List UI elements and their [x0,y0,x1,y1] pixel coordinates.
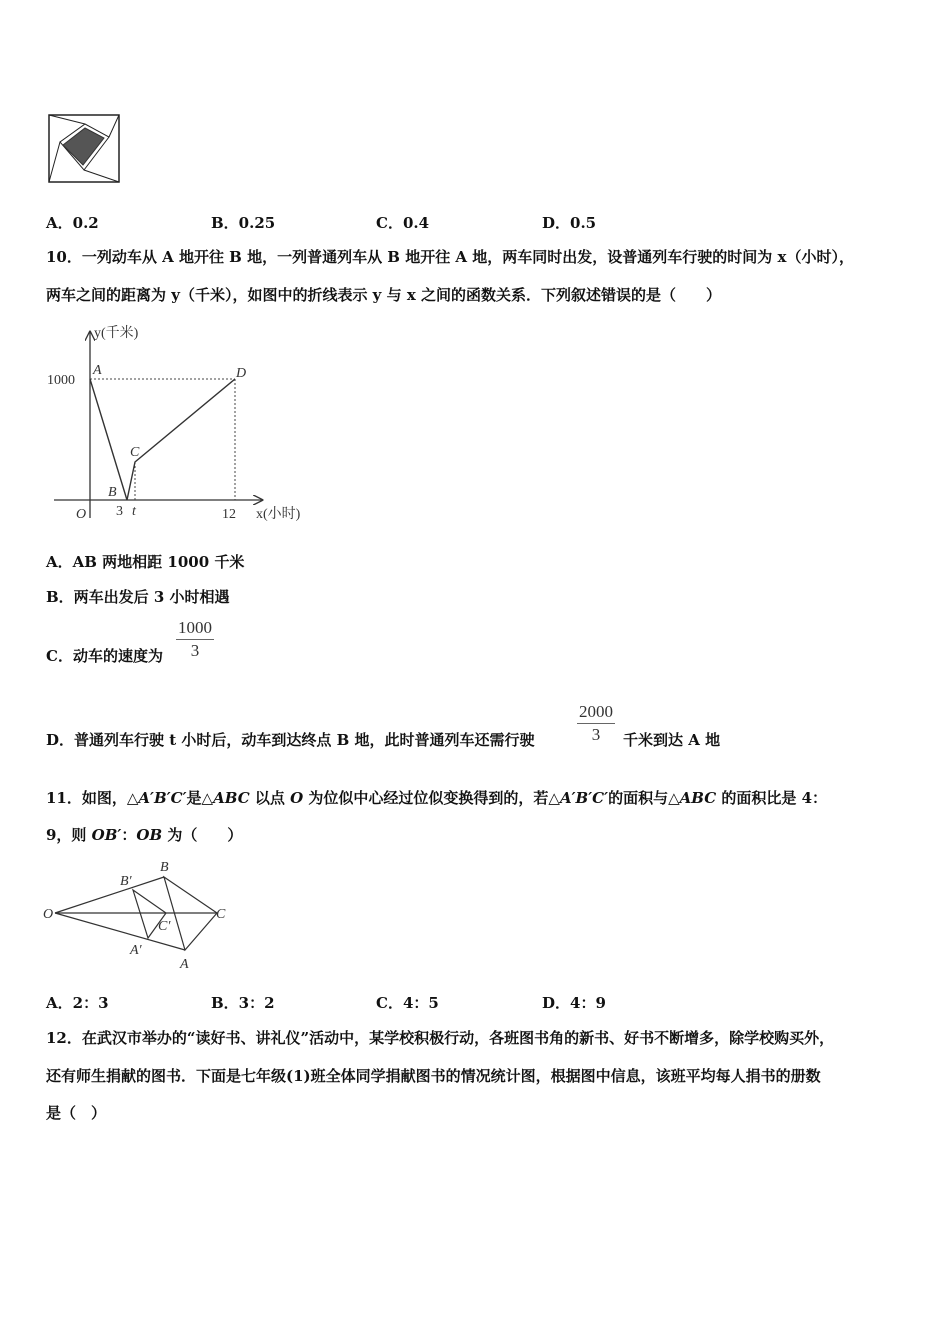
q11-option-d[interactable]: D．4：9 [542,994,606,1012]
q11-stem-line1: 11．如图，△A′B′C′是△ABC 以点 O 为位似中心经过位似变换得到的，若△A′B′C′的面积与△ABC 的面积比是 4： [46,789,828,807]
function-polyline [90,379,235,500]
y-axis-label: y(千米) [94,326,139,341]
q10-option-c[interactable] [46,645,163,666]
y-tick-1000: 1000 [47,373,75,388]
q10-stem-line1: 10．一列动车从 A 地开往 B 地，一列普通列车从 B 地开往 A 地，两车同时出发，设普通列车行驶的时间为 x（小时）， [46,248,854,266]
fraction-denominator: 3 [591,725,601,744]
origin-label: O [76,507,87,522]
q9-option-d[interactable]: D．0.5 [542,214,597,232]
q10-option-d-fraction [577,702,615,745]
q10-option-d-text: D．普通列车行驶 t 小时后，动车到达终点 B 地，此时普通列车还需行驶 [46,731,535,749]
fraction-numerator: 1000 [176,618,214,640]
point-b-prime-label: B′ [120,874,132,889]
point-b-label: B [160,860,169,875]
point-a-label: A [180,957,189,972]
q12-stem-line1: 12．在武汉市举办的“读好书、讲礼仪”活动中，某学校积极行动，各班图书角的新书、好书不断增多，除学校购买外， [46,1029,835,1047]
q10-option-d-suffix: 千米到达 A 地 [623,731,721,749]
point-c-label: C [130,445,140,460]
x-tick-3: 3 [116,504,123,519]
point-a-prime-label: A′ [130,943,142,958]
x-axis-label: x(小时) [256,507,301,522]
q10-stem-line2: 两车之间的距离为 y（千米），如图中的折线表示 y 与 x 之间的函数关系．下列叙述错误的是（ ） [46,286,721,304]
q11-stem-line2: 9，则 OB′：OB 为（ ） [46,826,243,844]
q10-option-d[interactable] [46,729,535,750]
q10-option-a[interactable]: A．AB 两地相距 1000 千米 [46,553,245,571]
fraction-denominator: 3 [190,641,200,660]
q11-option-a[interactable]: A．2：3 [46,994,109,1012]
point-b-label: B [108,485,117,500]
q9-option-a[interactable]: A．0.2 [46,214,99,232]
point-d-label: D [236,366,247,381]
q10-option-c-text: C．动车的速度为 [46,647,163,665]
q12-stem-line2: 还有师生捐献的图书．下面是七年级(1)班全体同学捐献图书的情况统计图，根据图中信息，该班平均每人捐书的册数 [46,1067,821,1085]
point-c-prime-label: C′ [158,919,171,934]
q9-square-figure [46,112,124,186]
point-c-label: C [216,907,226,922]
point-a-label: A [93,363,102,378]
shaded-square [63,128,104,165]
q11-option-b[interactable]: B．3：2 [211,994,275,1012]
fraction-numerator: 2000 [577,702,615,724]
x-tick-t: t [132,504,136,519]
x-tick-12: 12 [222,507,236,522]
q9-option-b[interactable]: B．0.25 [211,214,276,232]
q12-stem-line3: 是（ ） [46,1104,107,1122]
q9-option-c[interactable]: C．0.4 [376,214,430,232]
point-o-label: O [43,907,54,922]
q11-option-c[interactable]: C．4：5 [376,994,439,1012]
q11-homothety-figure [40,856,240,972]
q10-option-b[interactable]: B．两车出发后 3 小时相遇 [46,588,230,606]
q10-graph [40,318,310,528]
q10-option-c-fraction [176,618,214,661]
